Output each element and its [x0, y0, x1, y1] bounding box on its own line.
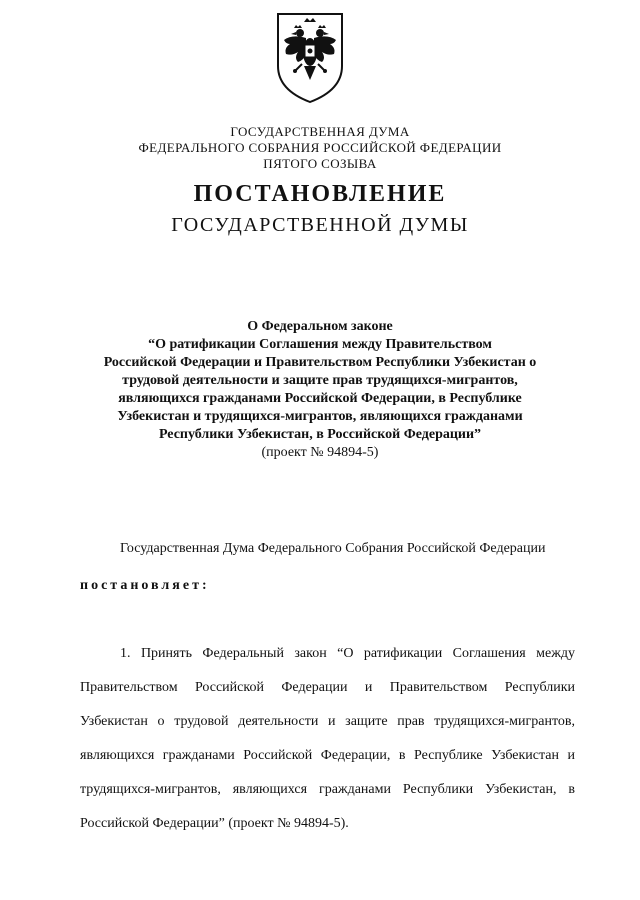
law-title-line: являющихся гражданами Российской Федерации, в Республике [118, 391, 522, 406]
paragraph-line: Узбекистан о трудовой деятельности и защите прав трудящихся-мигрантов, [80, 714, 575, 729]
coat-of-arms-emblem [274, 10, 346, 106]
header-line-2: ФЕДЕРАЛЬНОГО СОБРАНИЯ РОССИЙСКОЙ ФЕДЕРАЦИИ [138, 140, 502, 155]
project-number: (проект № 94894-5) [261, 445, 379, 460]
law-title-line: Республики Узбекистан, в Российской Федерации” [158, 427, 482, 442]
document-subtitle: ГОСУДАРСТВЕННОЙ ДУМЫ [171, 214, 469, 236]
header-line-3: ПЯТОГО СОЗЫВА [263, 156, 377, 171]
law-title-line: Российской Федерации и Правительством Республики Узбекистан о [103, 355, 537, 370]
paragraph-line: являющихся гражданами Российской Федерации, в Республике Узбекистан и [80, 748, 575, 763]
paragraph-line: Российской Федерации” (проект № 94894-5). [80, 816, 349, 831]
law-title-line: трудовой деятельности и защите прав трудящихся-мигрантов, [122, 373, 518, 388]
paragraph-1 [80, 645, 575, 849]
paragraph-line: трудящихся-мигрантов, являющихся гражданами Республики Узбекистан, в [80, 782, 575, 797]
law-title-block [60, 318, 580, 462]
preamble-text: Государственная Дума Федерального Собрания Российской Федерации [120, 541, 546, 556]
header-line-1: ГОСУДАРСТВЕННАЯ ДУМА [230, 124, 410, 139]
resolves-word: постановляет: [80, 578, 210, 593]
law-title-line: Узбекистан и трудящихся-мигрантов, являющихся гражданами [117, 409, 523, 424]
law-title-line: “О ратификации Соглашения между Правительством [148, 337, 492, 352]
document-title: ПОСТАНОВЛЕНИЕ [193, 181, 447, 207]
paragraph-line: 1. Принять Федеральный закон “О ратификации Соглашения между [120, 646, 575, 661]
law-title-line: О Федеральном законе [247, 319, 393, 334]
paragraph-line: Правительством Российской Федерации и Правительством Республики [80, 680, 575, 695]
